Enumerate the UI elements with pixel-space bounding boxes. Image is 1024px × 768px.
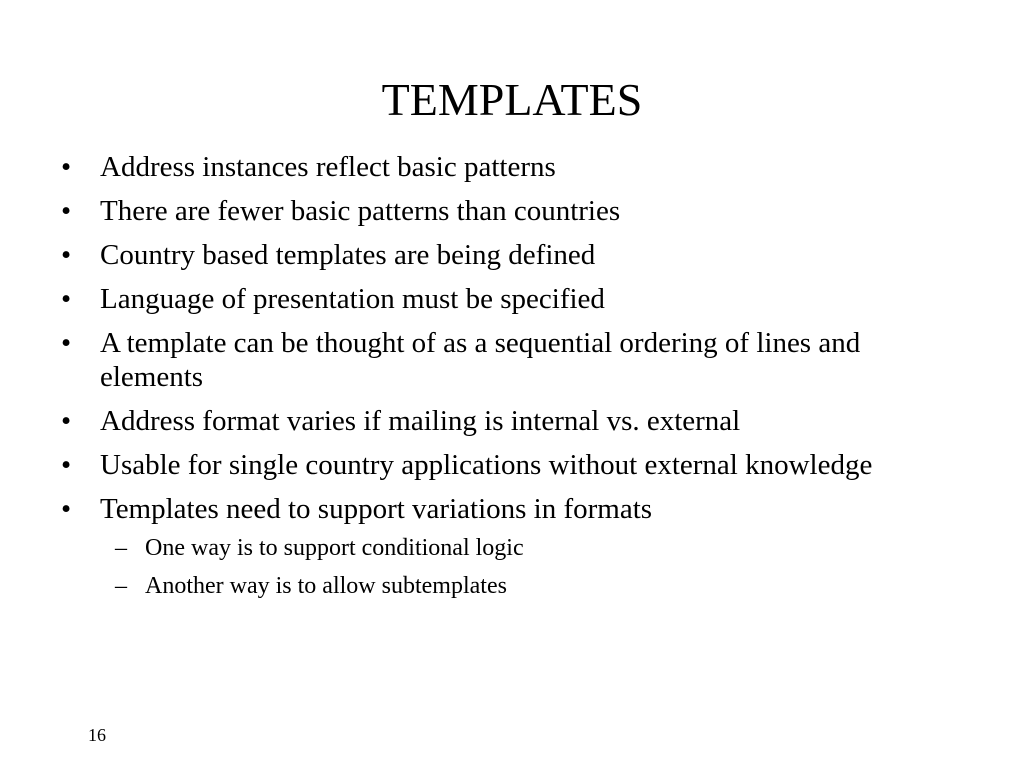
bullet-list <box>61 150 961 610</box>
bullet-marker: • <box>61 195 72 227</box>
bullet-marker: • <box>61 151 72 183</box>
bullet-marker: • <box>61 405 72 437</box>
bullet-text: Templates need to support variations in formats <box>100 493 653 525</box>
sub-bullet-marker: – <box>115 573 127 599</box>
bullet-marker: • <box>61 493 72 525</box>
bullet-marker: • <box>61 283 72 315</box>
bullet-text: Address instances reflect basic patterns <box>100 151 556 183</box>
bullet-item <box>61 326 961 394</box>
bullet-text: Country based templates are being defined <box>100 239 596 271</box>
sub-bullet-text: One way is to support conditional logic <box>145 535 524 561</box>
bullet-item <box>61 194 961 228</box>
bullet-item <box>61 404 961 438</box>
slide-title: TEMPLATES <box>381 74 643 125</box>
bullet-marker: • <box>61 327 72 359</box>
bullet-item <box>61 150 961 184</box>
bullet-item <box>61 238 961 272</box>
sub-bullet-marker: – <box>115 535 127 561</box>
bullet-text: Usable for single country applications without external knowledge <box>100 449 873 481</box>
bullet-text: There are fewer basic patterns than countries <box>100 195 621 227</box>
page-number: 16 <box>88 725 106 745</box>
bullet-marker: • <box>61 239 72 271</box>
bullet-marker: • <box>61 449 72 481</box>
sub-bullet-item <box>61 534 961 562</box>
bullet-item <box>61 282 961 316</box>
bullet-text: Address format varies if mailing is internal vs. external <box>100 405 741 437</box>
sub-bullet-text: Another way is to allow subtemplates <box>145 573 507 599</box>
bullet-text: Language of presentation must be specified <box>100 283 605 315</box>
bullet-item <box>61 492 961 526</box>
bullet-item <box>61 448 961 482</box>
sub-bullet-item <box>61 572 961 600</box>
bullet-text: A template can be thought of as a sequential ordering of lines and elements <box>100 327 861 393</box>
